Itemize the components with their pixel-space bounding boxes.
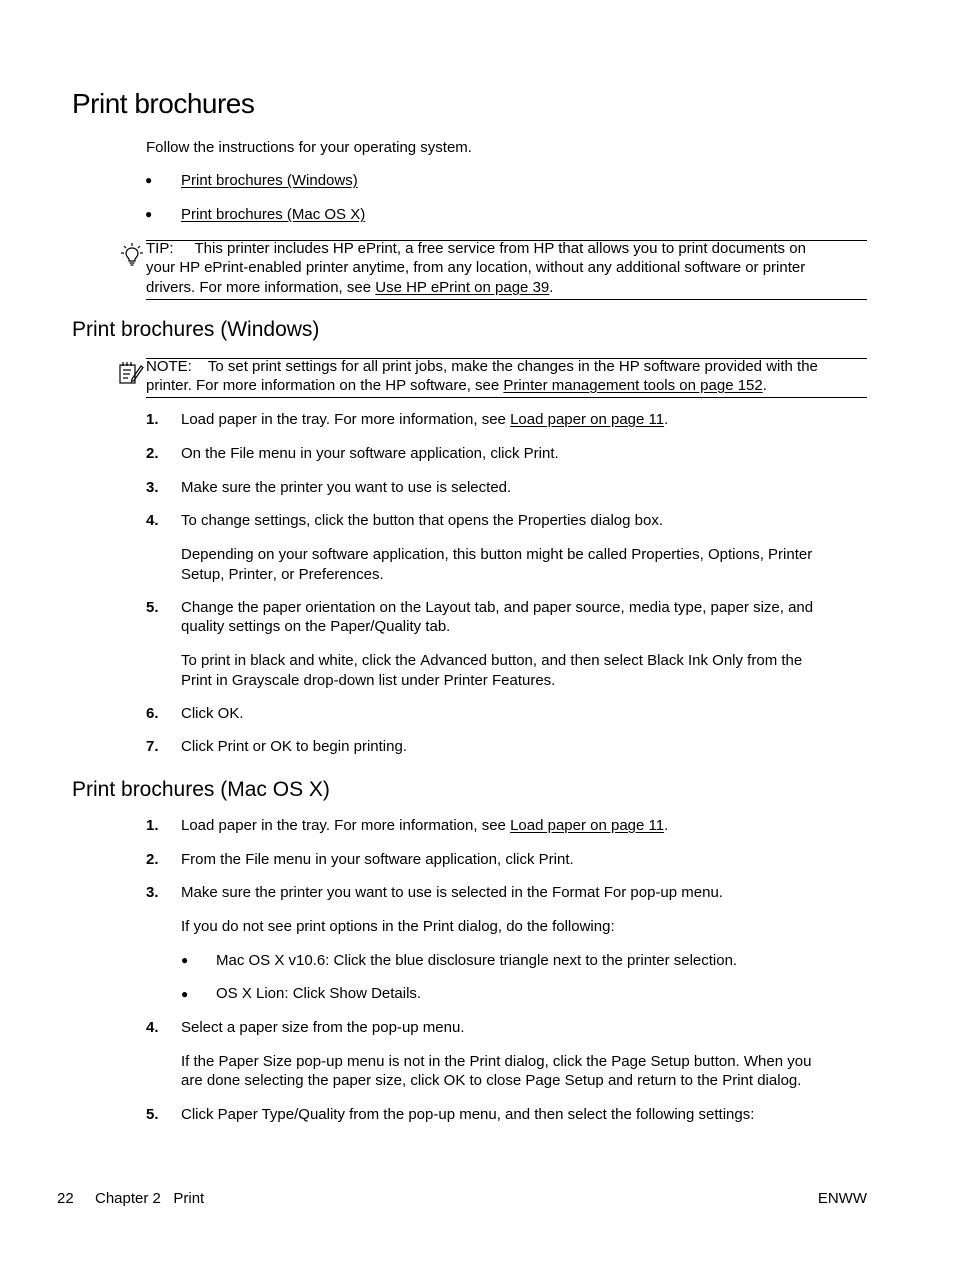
step-number: 5.	[146, 1106, 159, 1123]
tip-line-2: your HP ePrint-enabled printer anytime, from any location, without any additional software or printer	[146, 259, 806, 276]
mac-step-2: From the File menu in your software application, click Print.	[181, 851, 574, 868]
mac-step-3: Make sure the printer you want to use is selected in the Format For pop-up menu.	[181, 884, 723, 901]
windows-step-1: Load paper in the tray. For more information, see Load paper on page 11.	[181, 411, 669, 428]
mac-step-3-detail: If you do not see print options in the Print dialog, do the following:	[181, 918, 615, 935]
windows-step-6: Click OK.	[181, 705, 244, 722]
eprint-link[interactable]: Use HP ePrint on page 39	[375, 279, 550, 296]
windows-step-4-detail-2: Setup, Printer, or Preferences.	[181, 566, 384, 583]
step-number: 1.	[146, 817, 159, 834]
toc-link-mac[interactable]: Print brochures (Mac OS X)	[181, 206, 366, 223]
windows-step-5-detail-2: Print in Grayscale drop-down list under Printer Features.	[181, 672, 556, 689]
intro-text: Follow the instructions for your operating system.	[146, 139, 472, 156]
windows-step-5-line-2: quality settings on the Paper/Quality tab.	[181, 618, 451, 635]
mac-substep-1: Mac OS X v10.6: Click the blue disclosure triangle next to the printer selection.	[216, 952, 738, 969]
windows-step-5-detail-1: To print in black and white, click the Advanced button, and then select Black Ink Only from the	[181, 652, 803, 669]
tip-line-1: TIP: This printer includes HP ePrint, a free service from HP that allows you to print documents on	[146, 240, 806, 257]
note-line-2: printer. For more information on the HP software, see Printer management tools on page 152.	[146, 377, 767, 394]
windows-step-4: To change settings, click the button that opens the Properties dialog box.	[181, 512, 663, 529]
tip-line-3: drivers. For more information, see Use HP ePrint on page 39.	[146, 279, 554, 296]
page-title: Print brochures	[72, 88, 255, 119]
mac-heading: Print brochures (Mac OS X)	[72, 778, 330, 801]
lightbulb-icon	[120, 242, 144, 268]
mac-step-5: Click Paper Type/Quality from the pop-up menu, and then select the following settings:	[181, 1106, 755, 1123]
bullet: ●	[181, 953, 189, 967]
bullet: ●	[145, 173, 153, 187]
footer-page-number: 22	[57, 1190, 74, 1207]
note-pencil-icon	[118, 360, 144, 386]
windows-step-4-detail-1: Depending on your software application, this button might be called Properties, Options, Printer	[181, 546, 813, 563]
note-line-1: NOTE: To set print settings for all print jobs, make the changes in the HP software provided with the	[146, 358, 818, 375]
step-number: 4.	[146, 1019, 159, 1036]
mac-step-4-detail-1: If the Paper Size pop-up menu is not in the Print dialog, click the Page Setup button. When you	[181, 1053, 812, 1070]
toc-link-windows[interactable]: Print brochures (Windows)	[181, 172, 358, 189]
windows-step-5-line-1: Change the paper orientation on the Layout tab, and paper source, media type, paper size, and	[181, 599, 814, 616]
footer-enww: ENWW	[817, 1190, 867, 1207]
load-paper-link[interactable]: Load paper on page 11	[510, 411, 665, 428]
note-bottom-rule	[146, 397, 867, 398]
step-number: 7.	[146, 738, 159, 755]
tip-label: TIP:	[146, 240, 174, 257]
step-number: 6.	[146, 705, 159, 722]
mac-step-1: Load paper in the tray. For more information, see Load paper on page 11.	[181, 817, 669, 834]
mac-substep-2: OS X Lion: Click Show Details.	[216, 985, 422, 1002]
mac-step-4: Select a paper size from the pop-up menu.	[181, 1019, 465, 1036]
footer-chapter: Chapter 2 Print	[95, 1190, 205, 1207]
step-number: 3.	[146, 479, 159, 496]
load-paper-link[interactable]: Load paper on page 11	[510, 817, 665, 834]
step-number: 2.	[146, 851, 159, 868]
step-number: 2.	[146, 445, 159, 462]
step-number: 4.	[146, 512, 159, 529]
windows-step-3: Make sure the printer you want to use is selected.	[181, 479, 512, 496]
bullet: ●	[145, 207, 153, 221]
step-number: 3.	[146, 884, 159, 901]
bullet: ●	[181, 987, 189, 1001]
windows-heading: Print brochures (Windows)	[72, 318, 320, 341]
mac-step-4-detail-2: are done selecting the paper size, click OK to close Page Setup and return to the Print dialog.	[181, 1072, 802, 1089]
windows-step-2: On the File menu in your software application, click Print.	[181, 445, 559, 462]
printer-management-link[interactable]: Printer management tools on page 152	[503, 377, 763, 394]
step-number: 1.	[146, 411, 159, 428]
windows-step-7: Click Print or OK to begin printing.	[181, 738, 407, 755]
step-number: 5.	[146, 599, 159, 616]
tip-bottom-rule	[146, 299, 867, 300]
note-label: NOTE:	[146, 358, 192, 375]
